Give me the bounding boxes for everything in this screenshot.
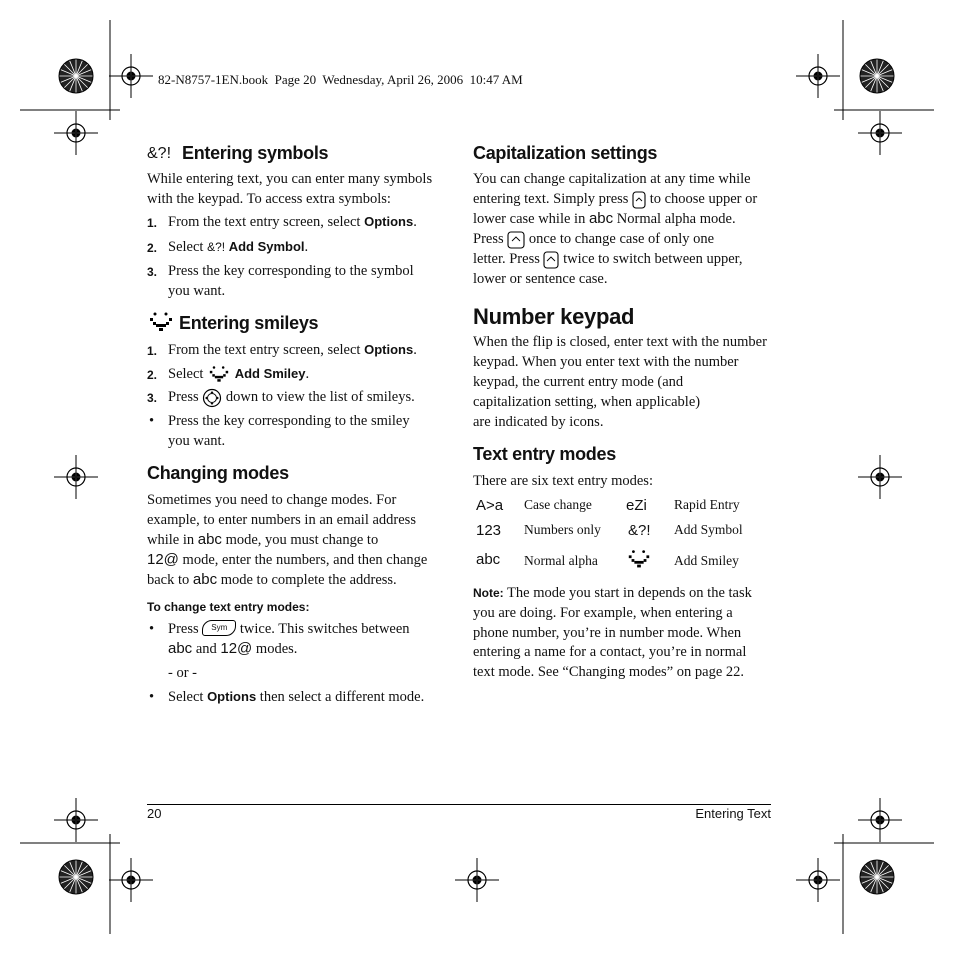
- paragraph-line: lower case while in abc Normal alpha mode.: [473, 210, 736, 227]
- note-line: you are doing. For example, when entering a: [473, 605, 733, 621]
- paragraph-line: lower or sentence case.: [473, 271, 608, 287]
- abc-mode-icon: abc: [168, 640, 193, 657]
- abc-mode-icon: abc: [197, 531, 222, 548]
- paragraph-line: back to abc mode to complete the address.: [147, 571, 397, 588]
- mode-label: Normal alpha: [524, 553, 598, 568]
- ui-label-add-symbol: Add Symbol: [228, 239, 305, 254]
- mode-label: Case change: [524, 497, 592, 512]
- number-mode-icon: 12@: [147, 551, 179, 568]
- rapid-entry-icon: eZi: [626, 497, 647, 514]
- shift-key-icon: [507, 231, 525, 249]
- ui-label-options: Options: [207, 689, 257, 704]
- symbol-icon: &?!: [628, 522, 651, 539]
- bullet: •: [149, 621, 155, 637]
- paragraph-line: keypad. When you enter text with the number: [473, 354, 739, 370]
- note-label: Note:: [473, 586, 504, 600]
- symbol-icon: &?!: [147, 145, 172, 162]
- step-text: you want.: [168, 283, 226, 299]
- smiley-icon: [147, 311, 175, 335]
- step-text: From the text entry screen, select Options.: [168, 342, 417, 358]
- page-number: 20: [147, 806, 162, 821]
- note-line: Note: The mode you start in depends on the task: [473, 585, 752, 601]
- paragraph-line: 12@ mode, enter the numbers, and then change: [147, 551, 428, 568]
- numbers-only-icon: 123: [476, 522, 502, 539]
- paragraph-line: example, to enter numbers in an email address: [147, 512, 416, 528]
- section-title: Capitalization settings: [473, 143, 658, 163]
- bullet-text: abc and 12@ modes.: [168, 640, 298, 657]
- paragraph-line: Sometimes you need to change modes. For: [147, 492, 397, 508]
- mode-label: Add Symbol: [674, 522, 743, 537]
- number-mode-icon: 12@: [220, 640, 253, 657]
- chapter-title: Number keypad: [473, 304, 635, 329]
- smiley-icon: [207, 365, 231, 385]
- note-line: text mode. See “Changing modes” on page 22.: [473, 664, 745, 680]
- paragraph-line: while in abc mode, you must change to: [147, 531, 379, 548]
- note-line: entering a name for a contact, you’re in normal: [473, 644, 747, 660]
- paragraph-line: are indicated by icons.: [473, 414, 604, 430]
- navigation-key-icon: [202, 388, 222, 408]
- bullet-text: you want.: [168, 433, 226, 449]
- paragraph-line: Press once to change case of only one: [473, 231, 715, 247]
- footer-rule: [147, 804, 771, 805]
- step-text: Press the key corresponding to the symbol: [168, 263, 414, 279]
- abc-mode-icon: abc: [192, 571, 218, 588]
- step-number: 3.: [147, 265, 158, 279]
- note-line: phone number, you’re in number mode. When: [473, 625, 742, 641]
- symbol-icon: &?!: [207, 240, 226, 254]
- step-text: Select &?! Add Symbol.: [168, 239, 309, 255]
- ui-label-options: Options: [364, 342, 414, 357]
- case-change-icon: A>a: [476, 497, 504, 514]
- step-number: 2.: [147, 241, 158, 255]
- step-number: 2.: [147, 368, 158, 382]
- step-text: Select Add Smiley.: [168, 364, 309, 385]
- shift-key-icon: [543, 251, 559, 269]
- or-separator: - or -: [168, 665, 197, 681]
- abc-mode-icon: abc: [588, 210, 614, 227]
- paragraph-line: capitalization setting, when applicable): [473, 394, 701, 410]
- section-title: Changing modes: [147, 463, 289, 483]
- ui-label-options: Options: [364, 214, 414, 229]
- section-title: Entering smileys: [179, 313, 319, 333]
- bullet-text: Select Options then select a different mode.: [168, 689, 425, 705]
- bullet-text: Press the key corresponding to the smiley: [168, 413, 410, 429]
- shift-key-icon: [632, 191, 646, 209]
- paragraph-line: letter. Press twice to switch between upper,: [473, 251, 743, 267]
- bullet-text: Press Sym twice. This switches between: [168, 621, 410, 637]
- step-text: From the text entry screen, select Options.: [168, 214, 417, 230]
- print-header: 82-N8757-1EN.book Page 20 Wednesday, April 26, 2006 10:47 AM: [158, 72, 523, 87]
- step-text: Press down to view the list of smileys.: [168, 387, 415, 408]
- subheading: To change text entry modes:: [147, 600, 310, 614]
- paragraph-line: with the keypad. To access extra symbols:: [147, 191, 391, 207]
- normal-alpha-icon: abc: [476, 551, 501, 568]
- paragraph-line: While entering text, you can enter many symbols: [147, 171, 433, 187]
- step-number: 3.: [147, 391, 158, 405]
- section-title: Text entry modes: [473, 444, 616, 464]
- bullet: •: [149, 413, 155, 429]
- sym-key-icon: Sym: [202, 620, 236, 636]
- step-number: 1.: [147, 216, 158, 230]
- paragraph-line: You can change capitalization at any time while: [473, 171, 751, 187]
- mode-label: Add Smiley: [674, 553, 739, 568]
- smiley-icon: [626, 548, 652, 572]
- paragraph-line: keypad, the current entry mode (and: [473, 374, 684, 390]
- paragraph-line: When the flip is closed, enter text with the number: [473, 334, 767, 350]
- mode-label: Rapid Entry: [674, 497, 740, 512]
- paragraph-line: entering text. Simply press to choose upper or: [473, 191, 758, 207]
- bullet: •: [149, 689, 155, 705]
- paragraph-line: There are six text entry modes:: [473, 473, 653, 489]
- section-title: Entering symbols: [182, 143, 329, 163]
- step-number: 1.: [147, 344, 158, 358]
- mode-label: Numbers only: [524, 522, 601, 537]
- footer-section-title: Entering Text: [695, 806, 771, 821]
- ui-label-add-smiley: Add Smiley: [234, 366, 306, 381]
